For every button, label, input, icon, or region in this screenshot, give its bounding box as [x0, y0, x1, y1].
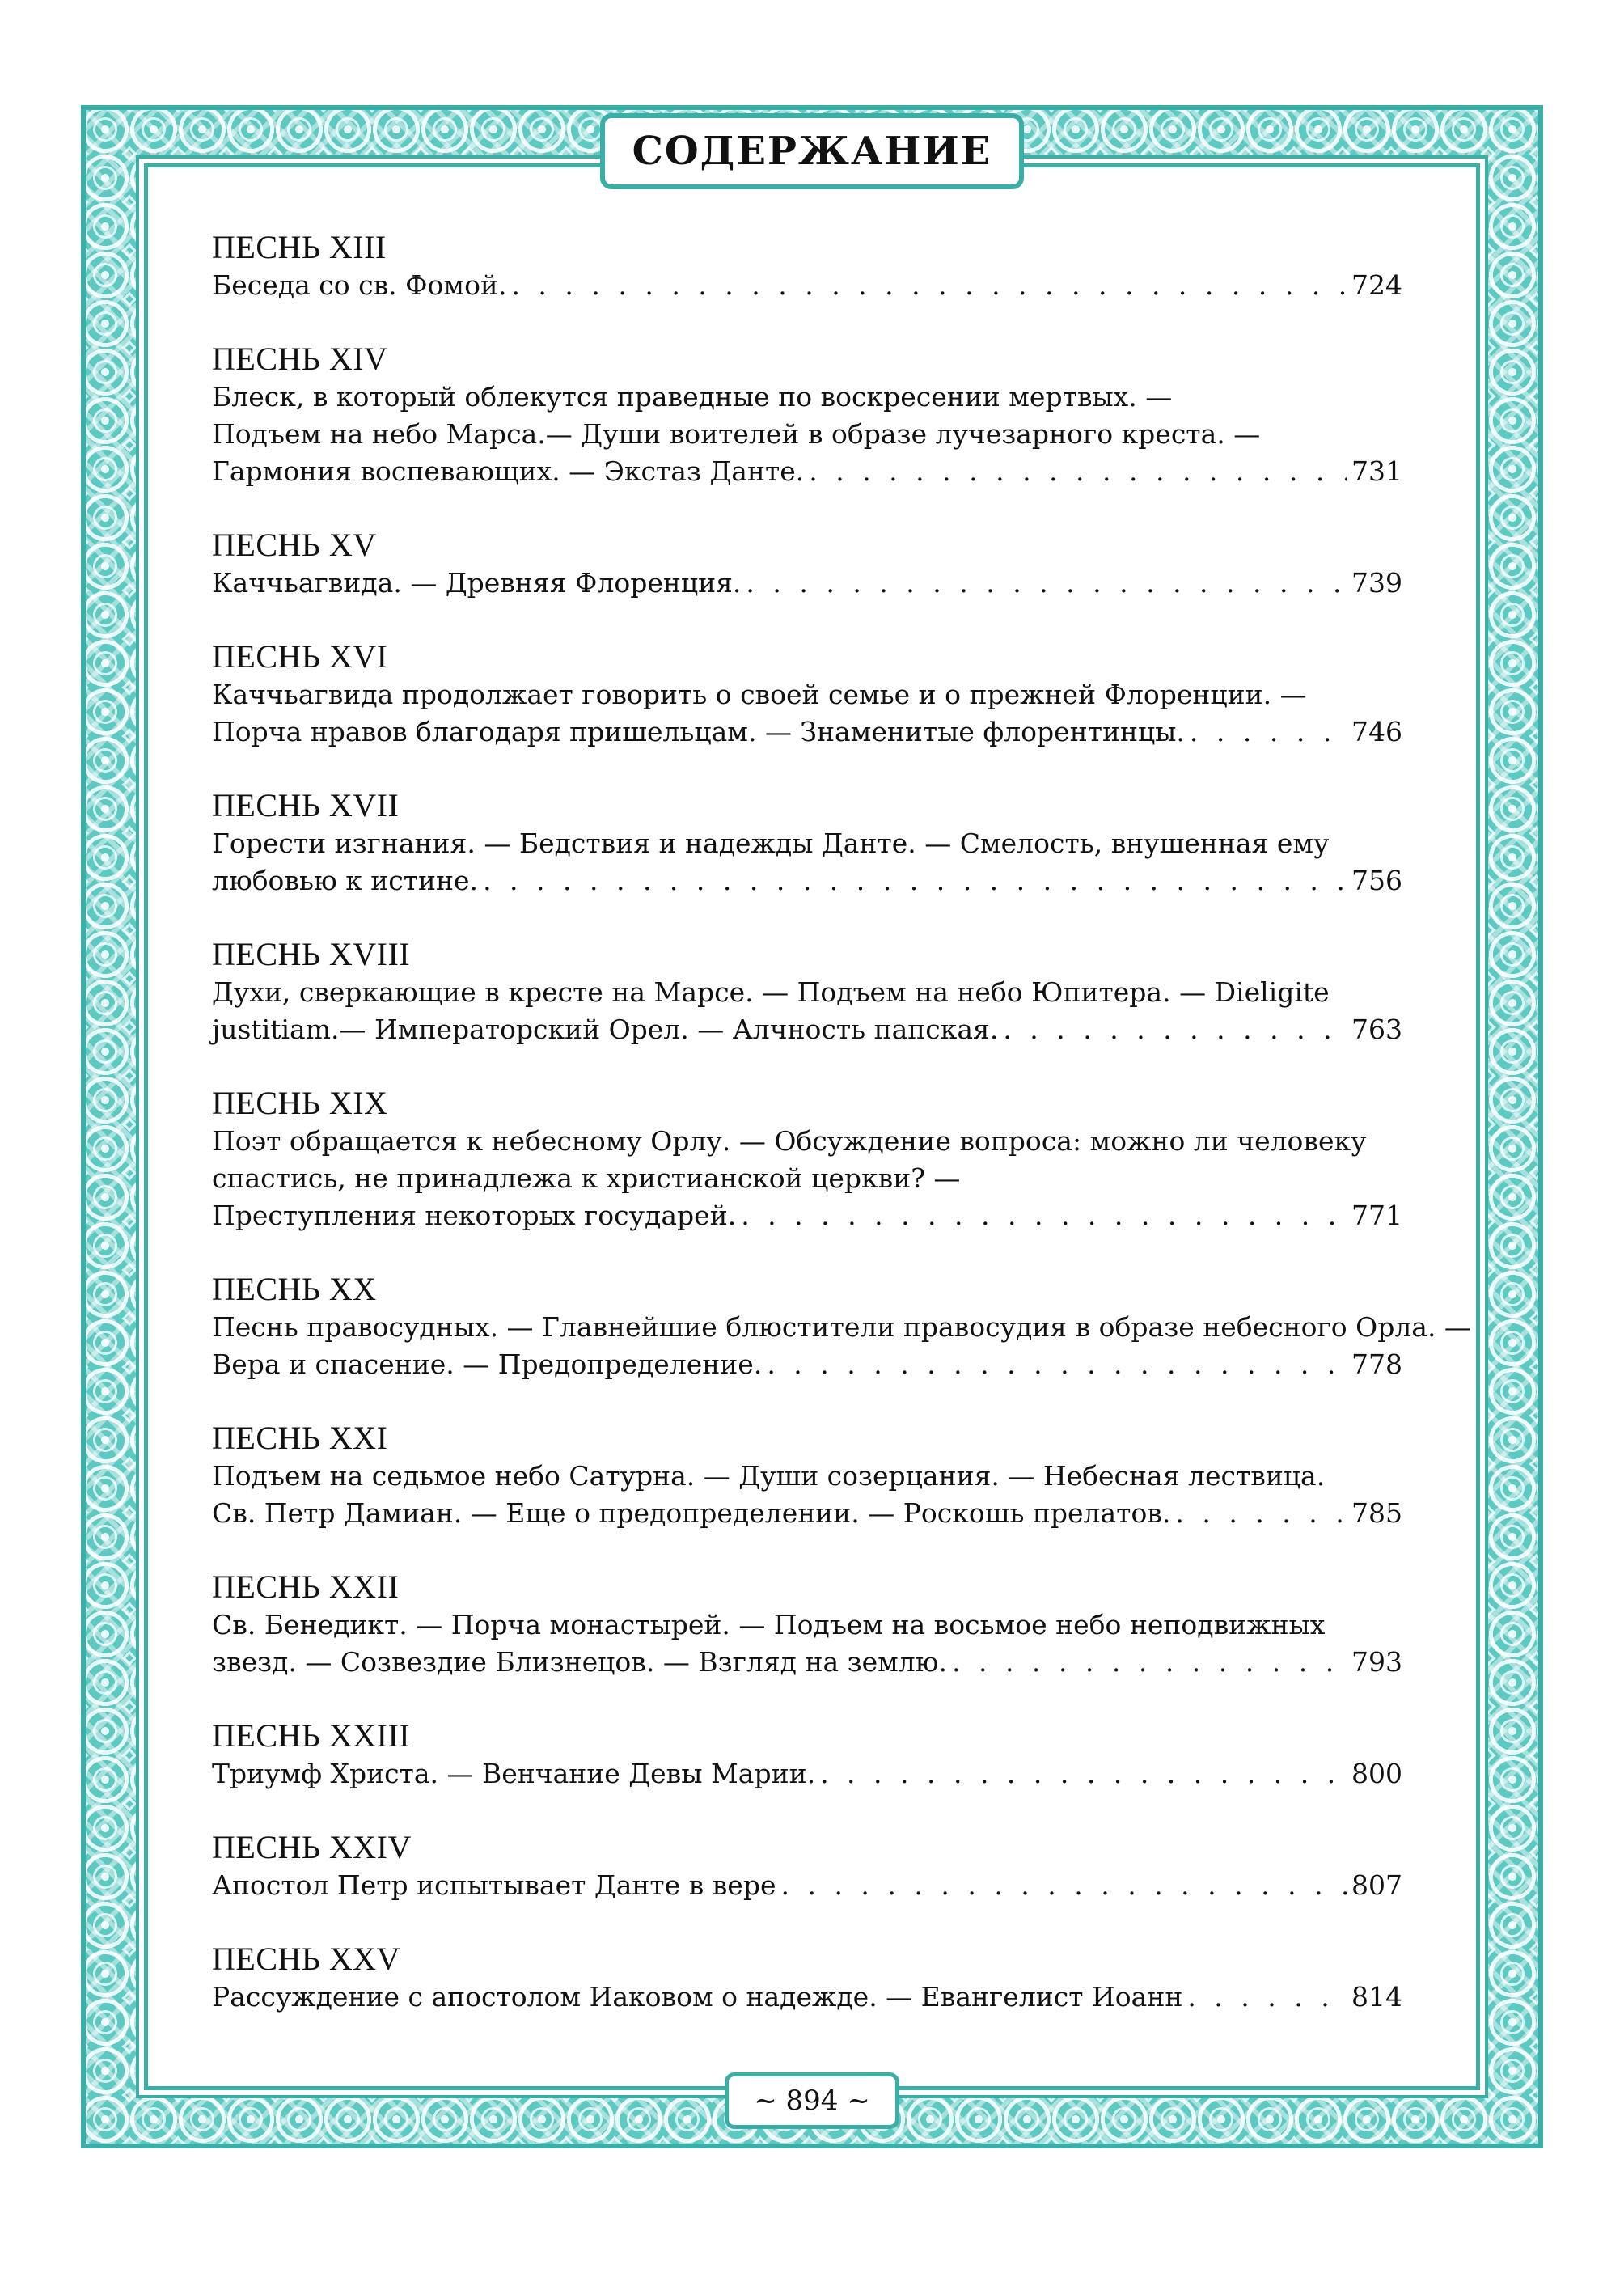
toc-line-text: Рассуждение с апостолом Иаковом о надежде. — Евангелист Иоанн: [212, 1981, 1183, 2013]
page-ref: 793: [1351, 1646, 1402, 1678]
toc-line: Песнь правосудных. — Главнейшие блюстители правосудия в образе небесного Орла. —: [212, 1311, 1471, 1343]
toc-entry: [212, 1084, 1402, 1234]
title-cartouche: [600, 113, 1024, 189]
canto-heading: ПЕСНЬ XXV: [212, 1941, 401, 1977]
page-ref: 763: [1351, 1014, 1402, 1045]
toc-entry: [212, 228, 1402, 304]
page-title: СОДЕРЖАНИЕ: [632, 129, 992, 174]
page-ref: 731: [1351, 455, 1402, 487]
toc-line: Блеск, в который облекутся праведные по воскресении мертвых. —: [212, 381, 1173, 413]
toc-line-with-page[interactable]: [212, 1979, 1402, 2016]
dot-leader: [741, 1197, 1347, 1234]
canto-heading: ПЕСНЬ XX: [212, 1271, 377, 1307]
toc-entry: [212, 1828, 1402, 1904]
toc-line-with-page[interactable]: [212, 1346, 1402, 1383]
page-ref: 800: [1351, 1758, 1402, 1789]
dot-leader: [952, 1644, 1347, 1681]
toc-entry: [212, 1270, 1471, 1383]
toc-line-text: Апостол Петр испытывает Данте в вере: [212, 1869, 776, 1901]
page-ref: 724: [1351, 269, 1402, 301]
toc-line-with-page[interactable]: [212, 1644, 1402, 1681]
dot-leader: [1175, 1495, 1347, 1532]
canto-heading: ПЕСНЬ XIII: [212, 229, 387, 265]
dot-leader: [1190, 713, 1347, 751]
canto-heading: ПЕСНЬ XV: [212, 527, 377, 563]
canto-heading: ПЕСНЬ XXI: [212, 1420, 388, 1456]
toc-line-text: justitiam.— Императорский Орел. — Алчность папская.: [212, 1014, 999, 1045]
toc-line-text: Порча нравов благодаря пришельцам. — Знаменитые флорентинцы.: [212, 716, 1185, 747]
page-ref: 814: [1351, 1981, 1402, 2013]
canto-heading: ПЕСНЬ XVIII: [212, 936, 411, 972]
page-ref: 807: [1351, 1869, 1402, 1901]
page-ref: 746: [1351, 716, 1402, 747]
dot-leader: [820, 1755, 1347, 1793]
toc-line-text: Триумф Христа. — Венчание Девы Марии.: [212, 1758, 816, 1789]
canto-heading: ПЕСНЬ XXIII: [212, 1717, 411, 1754]
dot-leader: [767, 1346, 1347, 1383]
toc-line-with-page[interactable]: [212, 453, 1402, 490]
dot-leader: [809, 453, 1347, 490]
canto-heading: ПЕСНЬ XIV: [212, 341, 388, 377]
canto-heading: ПЕСНЬ XVII: [212, 787, 400, 823]
page-ref: 771: [1351, 1200, 1402, 1231]
canto-heading: ПЕСНЬ XIX: [212, 1085, 388, 1121]
page-ref: 756: [1351, 865, 1402, 896]
toc-line-with-page[interactable]: [212, 565, 1402, 602]
toc-line: Духи, сверкающие в кресте на Марсе. — Подъем на небо Юпитера. — Dieligite: [212, 976, 1330, 1008]
toc-line-text: Гармония воспевающих. — Экстаз Данте.: [212, 455, 805, 487]
toc-line: Каччьагвида продолжает говорить о своей семье и о прежней Флоренции. —: [212, 679, 1307, 710]
dot-leader: [1003, 1011, 1347, 1048]
toc-line: Подъем на седьмое небо Сатурна. — Души созерцания. — Небесная лествица.: [212, 1460, 1326, 1492]
toc-line: Св. Бенедикт. — Порча монастырей. — Подъем на восьмое небо неподвижных: [212, 1609, 1326, 1640]
toc-entry: [212, 1419, 1402, 1532]
toc-line: спастись, не принадлежа к христианской церкви? —: [212, 1162, 961, 1194]
canto-heading: ПЕСНЬ XXII: [212, 1568, 400, 1605]
toc-entry: [212, 340, 1402, 490]
toc-entry: [212, 786, 1402, 899]
toc-line: Горести изгнания. — Бедствия и надежды Данте. — Смелость, внушенная ему: [212, 828, 1330, 859]
canto-heading: ПЕСНЬ XXIV: [212, 1829, 412, 1865]
toc-line-with-page[interactable]: [212, 1867, 1402, 1904]
toc-line-with-page[interactable]: [212, 1197, 1402, 1234]
toc-entry: [212, 637, 1402, 751]
canto-heading: ПЕСНЬ XVI: [212, 638, 388, 675]
toc-line-text: Каччьагвида. — Древняя Флоренция.: [212, 567, 742, 599]
toc-entry: [212, 1940, 1402, 2016]
page-ref: 778: [1351, 1348, 1402, 1380]
dot-leader: [780, 1867, 1347, 1904]
page-number: ~ 894 ~: [754, 2085, 870, 2117]
toc-line-text: Св. Петр Дамиан. — Еще о предопределении. — Роскошь прелатов.: [212, 1497, 1171, 1529]
toc-line-text: звезд. — Созвездие Близнецов. — Взгляд на землю.: [212, 1646, 947, 1678]
dot-leader: [511, 267, 1347, 304]
toc-line-text: любовью к истине.: [212, 865, 479, 896]
toc-line-with-page[interactable]: [212, 862, 1402, 899]
page-ref: 785: [1351, 1497, 1402, 1529]
toc-entry: [212, 1568, 1402, 1681]
table-of-contents: [212, 228, 1471, 2051]
page-number-cartouche: [725, 2072, 899, 2129]
toc-line-text: Преступления некоторых государей.: [212, 1200, 737, 1231]
toc-entry: [212, 935, 1402, 1048]
dot-leader: [746, 565, 1347, 602]
toc-entry: [212, 1716, 1402, 1793]
toc-line-with-page[interactable]: [212, 1011, 1402, 1048]
toc-line-with-page[interactable]: [212, 713, 1402, 751]
toc-line: Поэт обращается к небесному Орлу. — Обсуждение вопроса: можно ли человеку: [212, 1125, 1367, 1157]
toc-entry: [212, 526, 1402, 602]
page-ref: 739: [1351, 567, 1402, 599]
toc-line-with-page[interactable]: [212, 267, 1402, 304]
toc-line-text: Вера и спасение. — Предопределение.: [212, 1348, 763, 1380]
dot-leader: [1187, 1979, 1347, 2016]
toc-line: Подъем на небо Марса.— Души воителей в образе лучезарного креста. —: [212, 418, 1261, 450]
dot-leader: [483, 862, 1347, 899]
toc-line-text: Беседа со св. Фомой.: [212, 269, 507, 301]
toc-line-with-page[interactable]: [212, 1495, 1402, 1532]
toc-line-with-page[interactable]: [212, 1755, 1402, 1793]
